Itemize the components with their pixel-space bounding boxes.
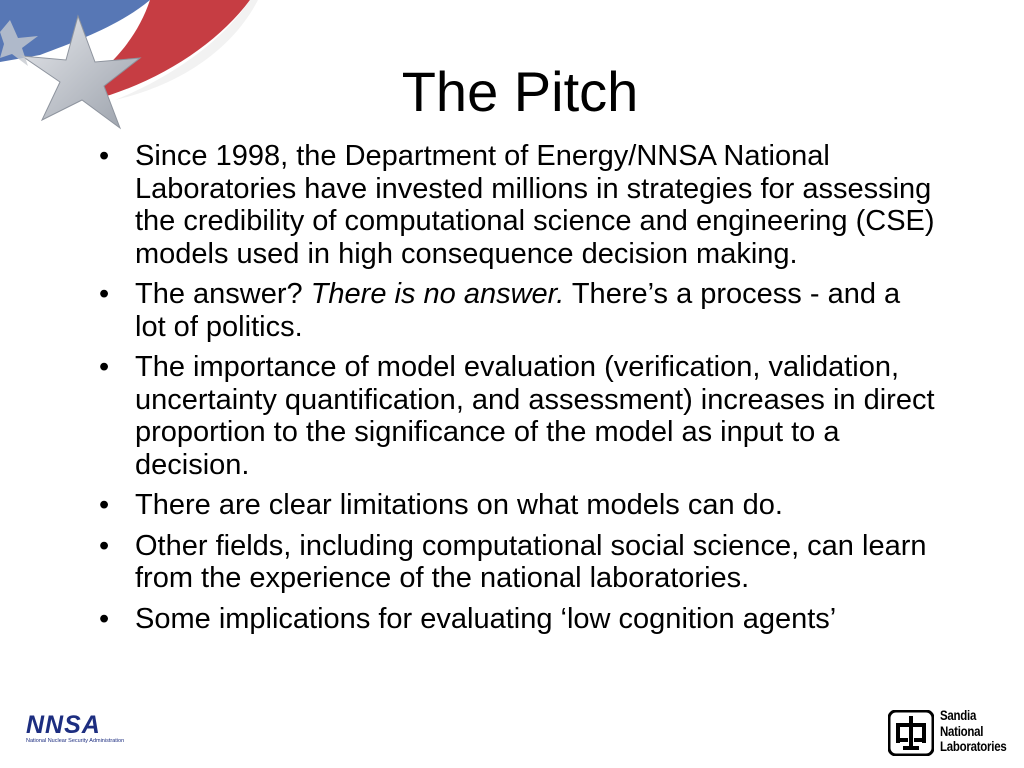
bullet-list [95,140,935,643]
sandia-line-2: National [940,723,984,739]
bullet-text: There’s a process - and a lot of politics. [135,278,901,343]
nnsa-logo [26,712,130,748]
nnsa-logo-mark: NNSA [26,711,101,739]
bullet-glyph: • [99,602,110,635]
bullet-glyph: • [99,278,110,310]
bullet-item-6 [95,603,935,636]
sandia-logo [888,708,1014,758]
nnsa-logo-tagline: National Nuclear Security Administration [26,738,125,744]
bullet-item-3 [95,351,935,481]
bullet-text: Some implications for evaluating ‘low cognition agents’ [135,602,837,635]
bullet-item-1 [95,140,935,270]
bullet-item-2 [95,278,935,343]
bullet-text: The importance of model evaluation (verification, validation, uncertainty quantification, and assessment) increases in direct proportion to the significance of the model as input to a decision. [135,351,935,481]
bullet-item-4 [95,489,935,522]
bullet-text: Since 1998, the Department of Energy/NNSA National Laboratories have invested millions in strategies for assessing the credibility of computational science and engineering (CSE) models used in high consequence decision making. [135,140,935,270]
sandia-line-3: Laboratories [940,739,1007,754]
bullet-glyph: • [99,529,110,562]
slide-title: The Pitch [401,60,639,123]
bullet-glyph: • [99,351,110,383]
bullet-text: Other fields, including computational social science, can learn from the experience of the national laboratories. [135,529,927,594]
bullet-text-italic: There is no answer. [310,278,565,310]
bullet-glyph: • [99,489,110,521]
sandia-logo-text [940,708,1006,755]
sandia-line-1: Sandia [940,708,977,723]
bullet-text: The answer? [135,278,311,310]
thunderbird-icon [888,710,934,756]
bullet-text: There are clear limitations on what models can do. [135,489,783,521]
bullet-glyph: • [99,140,110,172]
bullet-item-5 [95,530,935,595]
